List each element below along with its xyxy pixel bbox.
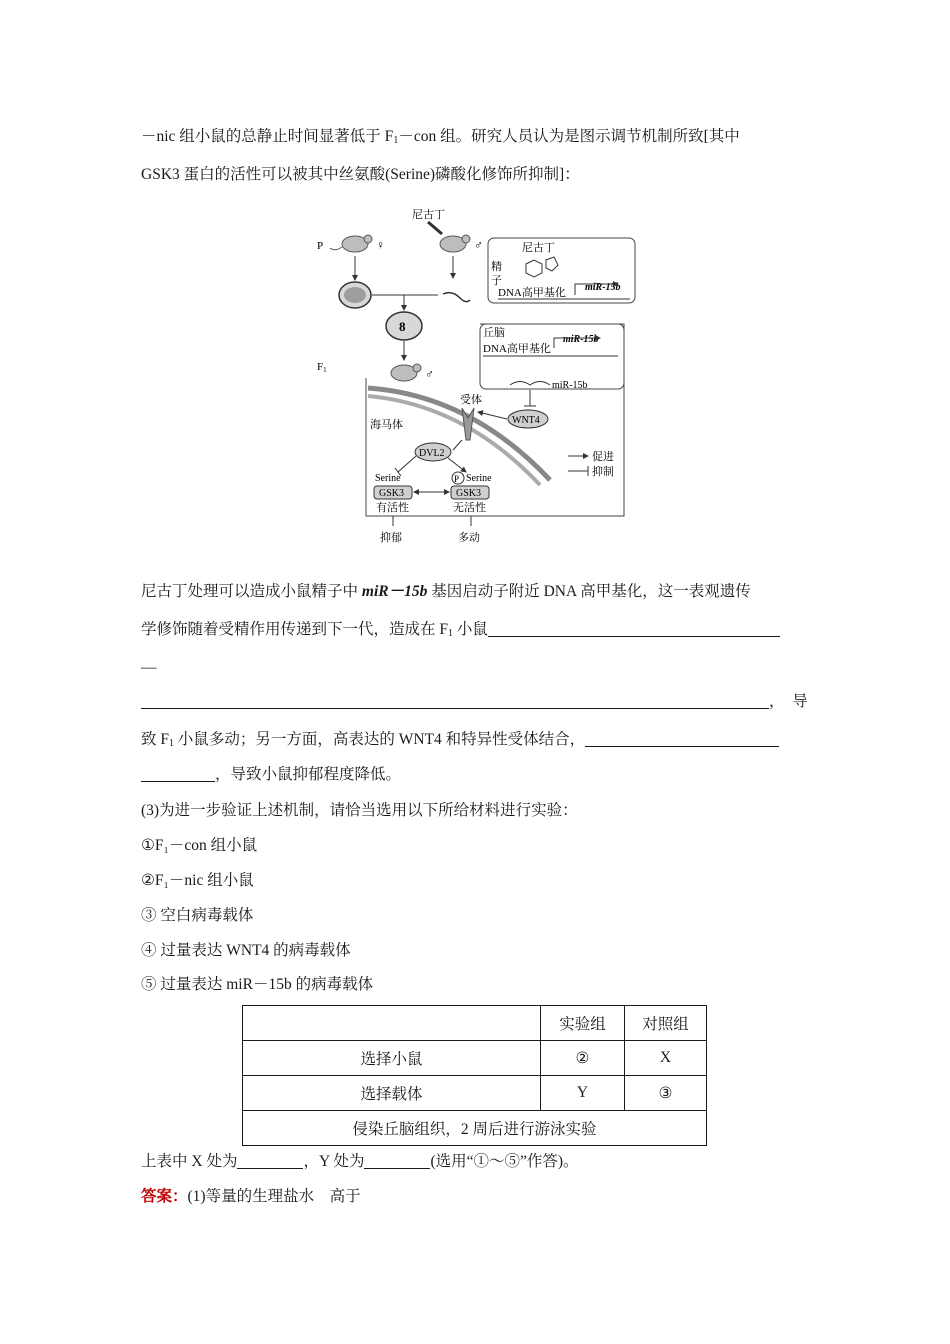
receptor-icon [462,408,474,440]
question-c: (选用“①～⑤”作答)。 [430,1153,579,1170]
p2-text-b: 基因启动子附近 DNA 高甲基化，这一表观遗传 [427,583,751,600]
wnt4-label: WNT4 [512,415,540,426]
option-2: ②F₁－nic 组小鼠 [141,872,254,889]
paragraph2-line5 [141,730,779,754]
paragraph2-line4 [141,692,808,712]
table-cell: X [625,1041,707,1076]
receptor-label: 受体 [460,394,482,406]
mir15b-gene-label: miR-15b [585,282,621,293]
answer-text: (1)等量的生理盐水 高于 [187,1188,361,1205]
phospho-label: P [454,474,460,484]
answer-blank-2[interactable] [141,692,769,709]
answer-blank-x[interactable] [237,1152,303,1169]
inactive-label: 无活性 [453,502,486,514]
male-mouse-icon [428,222,470,252]
table-footer-cell: 侵染丘脑组织，2 周后进行游泳实验 [243,1111,707,1146]
f1-label: F1 [317,361,327,374]
part3-intro: (3)为进一步验证上述机制，请恰当选用以下所给材料进行实验： [141,802,578,819]
hyperactive-label: 多动 [458,532,480,544]
table-header-cell: 对照组 [625,1006,707,1041]
answer-label: 答案： [141,1188,188,1205]
mir15b-gene-label-2: miR-15b [563,334,599,345]
depression-label: 抑郁 [380,532,402,544]
mir15b-rna-label: miR-15b [552,380,588,391]
active-label: 有活性 [376,502,409,514]
paragraph2-line6 [141,765,401,785]
egg-icon [339,282,371,308]
table-header-cell: 实验组 [541,1006,625,1041]
p2-l5-a: 致 F [141,731,169,748]
p2-l2-b: 小鼠 [453,621,488,638]
p1-text-a: －nic 组小鼠的总静止时间显著低于 F [141,128,394,145]
option-5: ⑤ 过量表达 miR－15b 的病毒载体 [141,976,374,993]
question-line [141,1152,579,1172]
gsk3-left-label: GSK3 [379,488,405,499]
option-3: ③ 空白病毒载体 [141,907,254,924]
option-4: ④ 过量表达 WNT4 的病毒载体 [141,942,351,959]
sperm-label-1: 精 [491,261,502,273]
mechanism-figure [300,200,640,552]
sperm-label-2: 子 [491,275,502,287]
paragraph2-line2 [141,620,780,644]
dvl2-label: DVL2 [419,448,445,459]
table-header-row [243,1006,707,1041]
p1-sub: 1 [393,135,399,146]
table-cell: ③ [625,1076,707,1111]
p2-l5-sub: 1 [169,738,174,749]
table-cell: 选择载体 [243,1076,541,1111]
answer-blank-4[interactable] [141,765,215,782]
nicotine-inset-label: 尼古丁 [522,242,555,254]
option-1: ①F₁－con 组小鼠 [141,837,258,854]
paragraph1-line2: GSK3 蛋白的活性可以被其中丝氨酸(Serine)磷酸化修饰所抑制]： [141,166,580,183]
dna-methylation-label-2: DNA高甲基化 [483,343,551,355]
female-mouse-icon [330,235,372,252]
answer-blank-3[interactable] [585,730,779,747]
dna-methylation-label: DNA高甲基化 [498,287,566,299]
table-cell: Y [541,1076,625,1111]
p1-text-b: －con 组。研究人员认为是图示调节机制所致[其中 [398,128,740,145]
p2-l4-end: ， 导 [769,693,808,710]
answer-blank-1[interactable] [488,620,780,637]
table-footer-row [243,1111,707,1146]
female-symbol: ♀ [376,238,385,252]
p2-l2-sub: 1 [448,628,453,639]
question-b: ，Y 处为 [303,1153,365,1170]
hypothalamus-label: 丘脑 [483,327,505,339]
table-cell: ② [541,1041,625,1076]
promote-legend: 促进 [592,451,614,463]
mir15b-gene-text: miR－15b [361,583,428,600]
answer-line [141,1187,361,1207]
serine-right-label: Serine [466,473,492,484]
gsk3-right-label: GSK3 [456,488,482,499]
serine-left-label: Serine [375,473,401,484]
table-row [243,1041,707,1076]
p2-l2-a: 学修饰随着受精作用传递到下一代，造成在 F [141,621,448,638]
f1-male-symbol: ♂ [425,367,434,381]
paragraph2-line3: — [141,659,157,676]
paragraph1-line1 [141,127,740,151]
hippocampus-label: 海马体 [370,419,403,431]
nicotine-molecule-icon [526,257,558,277]
table-header-cell [243,1006,541,1041]
male-symbol: ♂ [474,238,483,252]
sperm-icon [443,293,470,302]
table-cell: 选择小鼠 [243,1041,541,1076]
table-row [243,1076,707,1111]
question-a: 上表中 X 处为 [141,1153,238,1170]
nicotine-top-label: 尼古丁 [412,209,445,221]
paragraph2-line1 [141,582,751,602]
p2-l6-b: ，导致小鼠抑郁程度降低。 [215,766,402,783]
zygote-number: 8 [399,319,406,334]
inhibit-legend: 抑制 [592,466,614,478]
p2-text-a: 尼古丁处理可以造成小鼠精子中 [141,583,362,600]
p-label: P [317,240,324,252]
f1-mouse-icon [391,364,421,381]
experiment-table [242,1005,707,1146]
p2-l5-b: 小鼠多动；另一方面，高表达的 WNT4 和特异性受体结合， [174,731,586,748]
answer-blank-y[interactable] [364,1152,430,1169]
